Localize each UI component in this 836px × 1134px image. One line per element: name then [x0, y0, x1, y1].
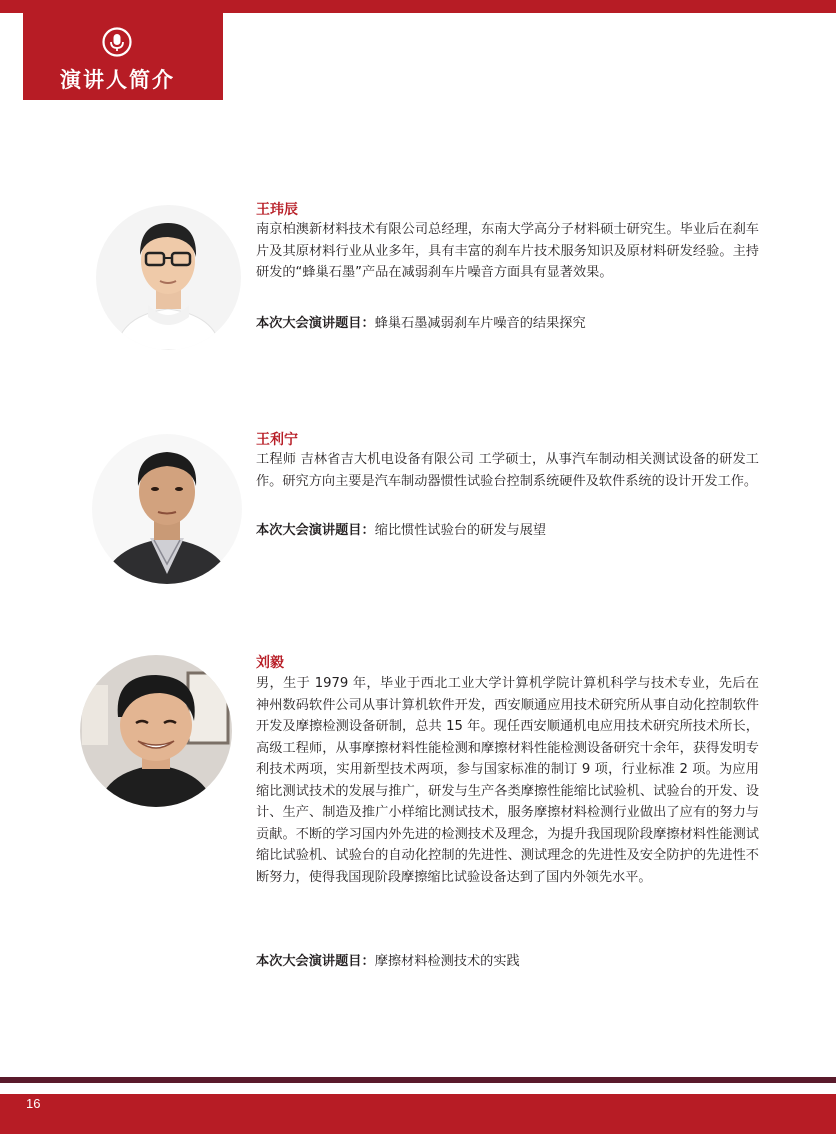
speech-topic: [256, 313, 586, 335]
page-title: 演讲人简介: [60, 68, 175, 92]
section-header: [23, 0, 223, 100]
speaker-photo: [92, 434, 242, 584]
footer-divider: [0, 1077, 836, 1083]
speaker-name: 刘毅: [256, 655, 284, 671]
topic-label: 本次大会演讲题目：: [256, 954, 375, 969]
topic-label: 本次大会演讲题目：: [256, 316, 375, 331]
speech-topic: [256, 951, 520, 973]
speech-topic: [256, 520, 546, 542]
page-number: 16: [26, 1096, 41, 1111]
topic-title: 蜂巢石墨减弱刹车片噪音的结果探究: [374, 316, 586, 331]
footer-bar: [0, 1094, 836, 1134]
speaker-name: 王利宁: [256, 432, 298, 448]
speaker-bio: 男，生于 1979 年，毕业于西北工业大学计算机学院计算机科学与技术专业，先后在神州数码软件公司从事计算机软件开发，西安顺通应用技术研究所从事自动化控制软件开发及摩擦检测设备研制，总共 15 年。现任西安顺通机电应用技术研究所技术所长，高级工程师，从事摩擦材料性能检测和摩擦材料性能检测设备研究十余年，获得发明专利技术两项，实用新型技术两项，参与国家标准的制订 9 项，行业标准 2 项。为应用缩比测试技术的发展与推广，研发与生产各类摩擦性能缩比试验机、试验台的开发、设计、生产、制造及推广小样缩比测试技术，服务摩擦材料检测行业做出了应有的努力与贡献。不断的学习国内外先进的检测技术及理念，为提升我国现阶段摩擦材料性能测试缩比试验机、试验台的自动化控制的先进性、测试理念的先进性及安全防护的先进性不断努力，使得我国现阶段摩擦缩比试验设备达到了国内外领先水平。: [256, 676, 759, 885]
speaker-photo: [80, 655, 232, 807]
speaker-name: 王玮辰: [256, 202, 298, 218]
speaker-photo: [96, 205, 241, 350]
speaker-bio: 南京柏澳新材料技术有限公司总经理，东南大学高分子材料硕士研究生。毕业后在刹车片及其原材料行业从业多年，具有丰富的刹车片技术服务知识及原材料研发经验。主持研发的“蜂巢石墨”产品在减弱刹车片噪音方面具有显著效果。: [256, 222, 759, 280]
speaker-bio: 工程师 吉林省吉大机电设备有限公司 工学硕士，从事汽车制动相关测试设备的研发工作。研究方向主要是汽车制动器惯性试验台控制系统硬件及软件系统的设计开发工作。: [256, 452, 759, 489]
topic-label: 本次大会演讲题目：: [256, 523, 375, 538]
microphone-icon: [102, 27, 132, 57]
topic-title: 缩比惯性试验台的研发与展望: [374, 523, 547, 538]
topic-title: 摩擦材料检测技术的实践: [374, 954, 520, 969]
